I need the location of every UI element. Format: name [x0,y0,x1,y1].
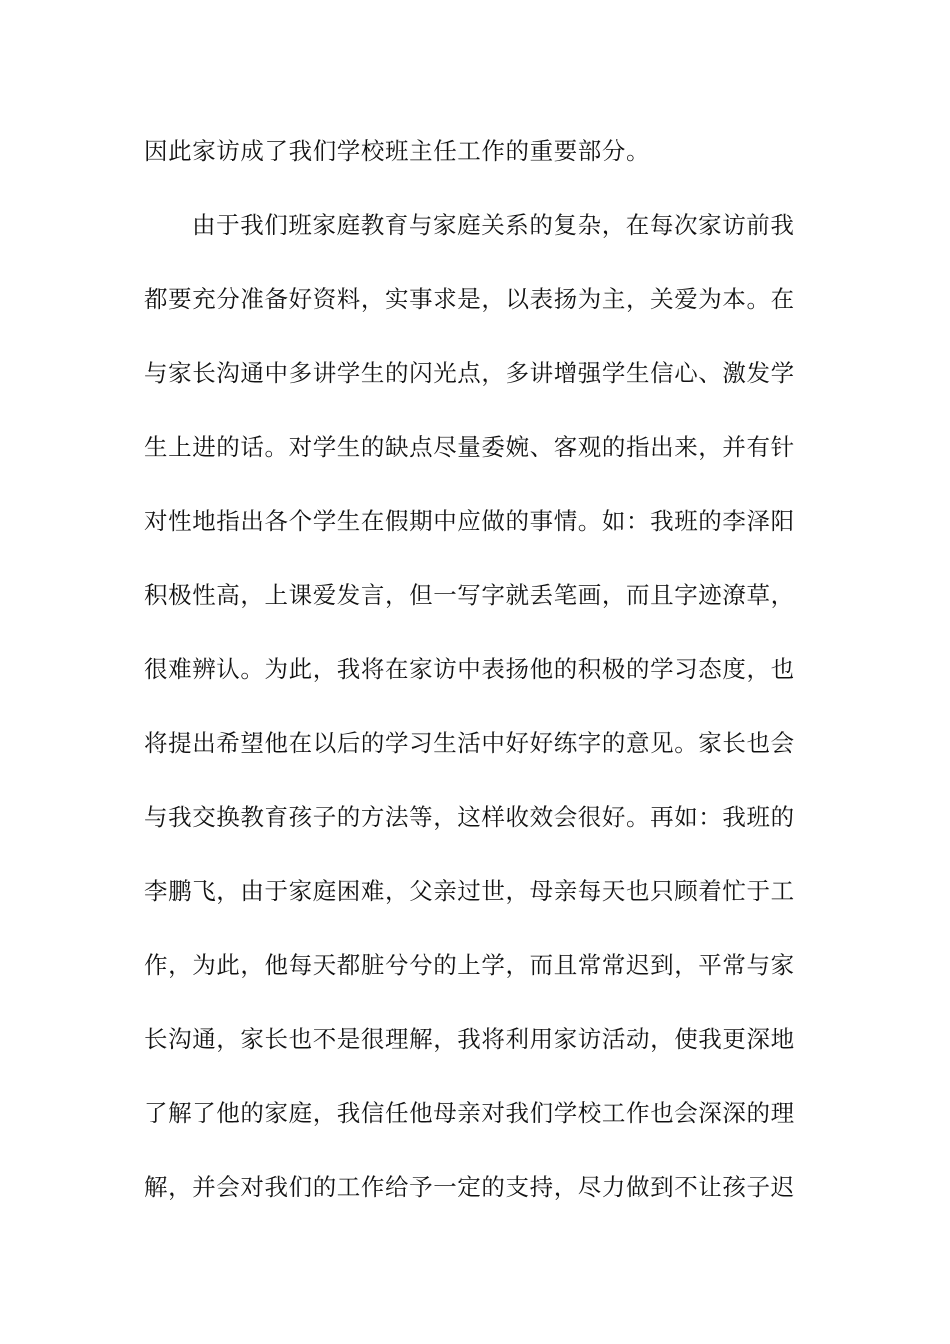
text-line: 积极性高，上课爱发言，但一写字就丢笔画，而且字迹潦草， [144,581,795,609]
text-line: 了解了他的家庭，我信任他母亲对我们学校工作也会深深的理 [144,1099,795,1127]
text-line: 与我交换教育孩子的方法等，这样收效会很好。再如：我班的 [144,803,795,831]
text-line: 将提出希望他在以后的学习生活中好好练字的意见。家长也会 [144,729,795,757]
text-line: 对性地指出各个学生在假期中应做的事情。如：我班的李泽阳 [144,507,795,535]
text-line: 因此家访成了我们学校班主任工作的重要部分。 [144,137,651,165]
text-line: 很难辨认。为此，我将在家访中表扬他的积极的学习态度，也 [144,655,795,683]
paragraph-first-line: 由于我们班家庭教育与家庭关系的复杂，在每次家访前我 [192,211,795,239]
document-body [144,126,814,1236]
text-line: 生上进的话。对学生的缺点尽量委婉、客观的指出来，并有针 [144,433,795,461]
text-line: 解，并会对我们的工作给予一定的支持，尽力做到不让孩子迟 [144,1173,795,1201]
text-line: 李鹏飞，由于家庭困难，父亲过世，母亲每天也只顾着忙于工 [144,877,795,905]
text-line: 作，为此，他每天都脏兮兮的上学，而且常常迟到，平常与家 [144,951,795,979]
text-line: 都要充分准备好资料，实事求是，以表扬为主，关爱为本。在 [144,285,795,313]
text-line: 与家长沟通中多讲学生的闪光点，多讲增强学生信心、激发学 [144,359,795,387]
text-line: 长沟通，家长也不是很理解，我将利用家访活动，使我更深地 [144,1025,795,1053]
